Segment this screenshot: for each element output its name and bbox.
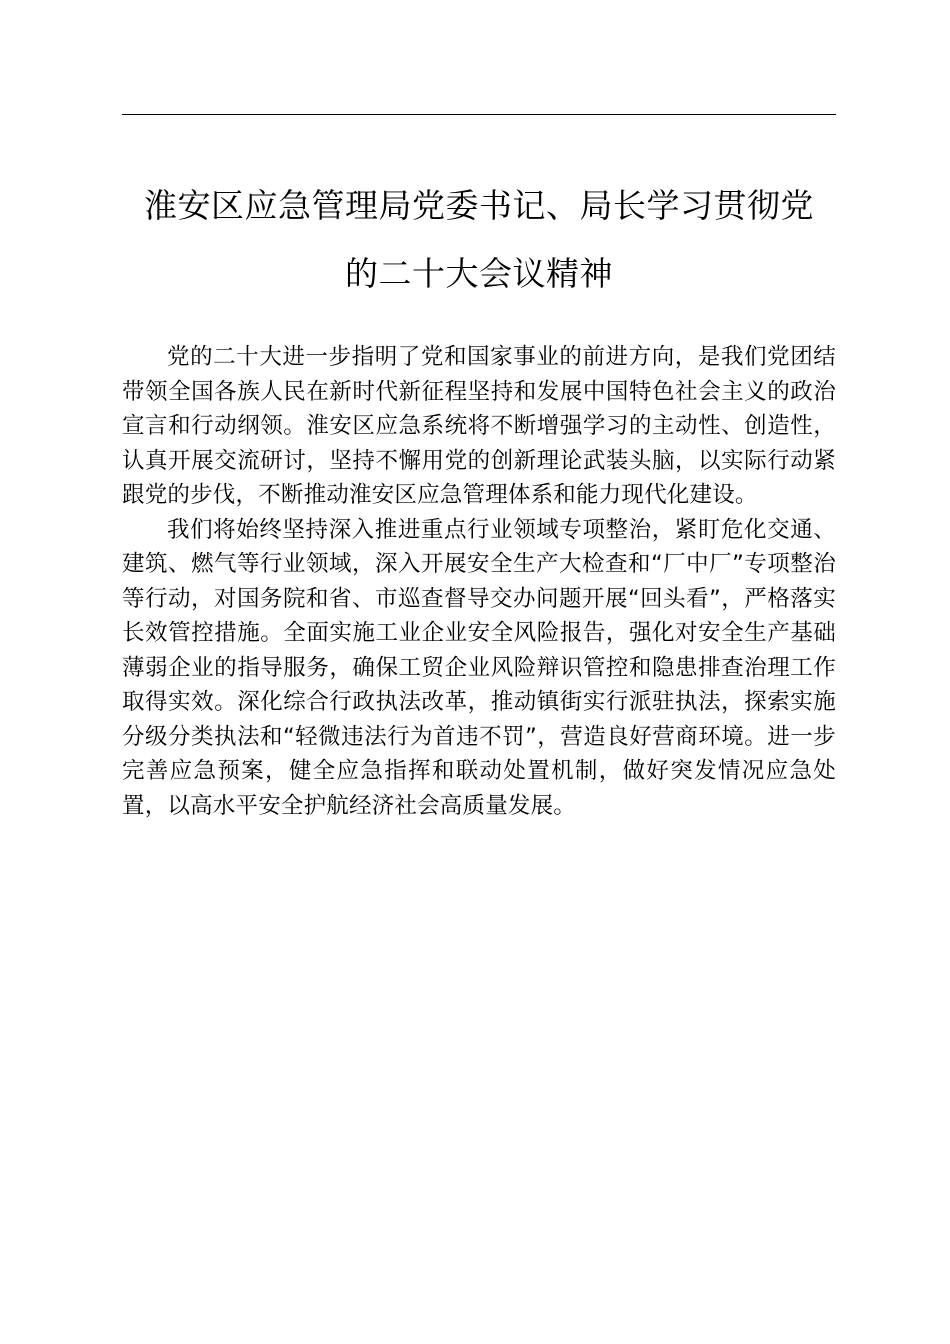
body-paragraph-1: 党的二十大进一步指明了党和国家事业的前进方向，是我们党团结带领全国各族人民在新时代新征程坚持和发展中国特色社会主义的政治宣言和行动纲领。淮安区应急系统将不断增强学习的主动性、创造性，认真开展交流研讨，坚持不懈用党的创新理论武装头脑，以实际行动紧跟党的步伐，不断推动淮安区应急管理体系和能力现代化建设。 [122,344,836,508]
document-title [110,172,848,308]
title-line-1: 淮安区应急管理局党委书记、局长学习贯彻党 [144,186,814,225]
body-paragraph-2: 我们将始终坚持深入推进重点行业领域专项整治，紧盯危化交通、建筑、燃气等行业领域，深入开展安全生产大检查和“厂中厂”专项整治等行动，对国务院和省、市巡查督导交办问题开展“回头看”，严格落实长效管控措施。全面实施工业企业安全风险报告，强化对安全生产基础薄弱企业的指导服务，确保工贸企业风险辩识管控和隐患排查治理工作取得实效。深化综合行政执法改革，推动镇街实行派驻执法，探索实施分级分类执法和“轻微违法行为首违不罚”，营造良好营商环境。进一步完善应急预案，健全应急指挥和联动处置机制，做好突发情况应急处置，以高水平安全护航经济社会高质量发展。 [122,516,836,819]
document-body [122,340,836,823]
header-divider [122,114,836,115]
title-line-2: 的二十大会议精神 [345,254,613,293]
